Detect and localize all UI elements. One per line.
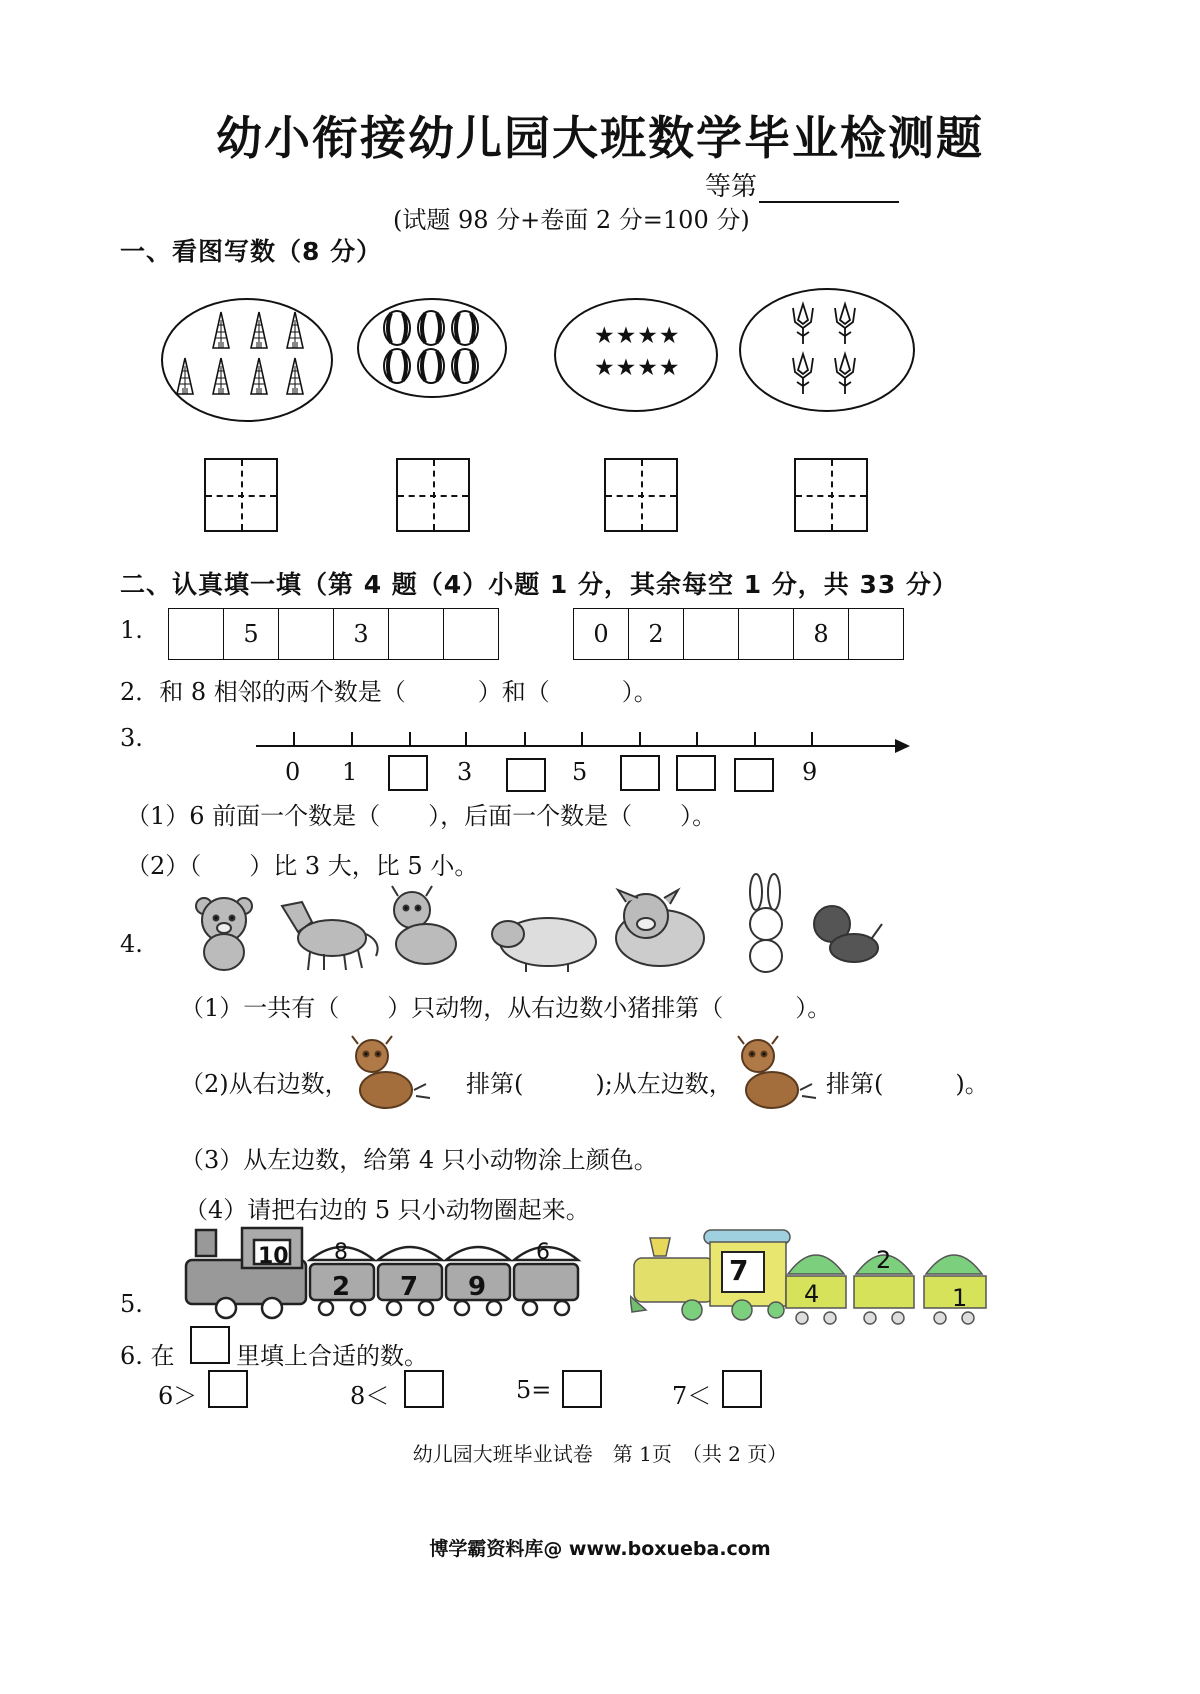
grade-field[interactable] (705, 166, 899, 203)
gray-car-bottom: 2 (332, 1272, 351, 1302)
watermark: 博学霸资料库@ www.boxueba.com (429, 1538, 771, 1560)
q4-sub4: （4）请把右边的 5 只小动物圈起来。 (184, 1196, 590, 1224)
color-car-number: 2 (876, 1246, 892, 1274)
q6-item-label: 7＜ (672, 1382, 712, 1410)
number-line-blank[interactable] (388, 755, 428, 791)
answer-box-3[interactable] (604, 458, 678, 532)
number-label: 1 (342, 758, 358, 786)
cow-icon (728, 1034, 822, 1116)
answer-box-4[interactable] (794, 458, 868, 532)
seq-cell: 8 (794, 609, 849, 660)
q4-sub2-c: 排第( )。 (826, 1070, 989, 1098)
picture-group-stars (554, 298, 718, 412)
q3-number: 3. (120, 724, 143, 752)
q6-answer-box[interactable] (562, 1370, 602, 1408)
q2-text: 2．和 8 相邻的两个数是（ ）和（ ）。 (120, 678, 658, 706)
q6-answer-box[interactable] (404, 1370, 444, 1408)
q1-left-sequence (168, 608, 499, 660)
q6-item-label: 8＜ (350, 1382, 390, 1410)
score-note: (试题 98 分+卷面 2 分=100 分) (393, 206, 750, 234)
q1-number: 1. (120, 616, 143, 644)
q6-answer-box[interactable] (722, 1370, 762, 1408)
number-label: 5 (572, 758, 588, 786)
gray-car-top: 8 (334, 1240, 348, 1265)
color-car-number: 4 (804, 1280, 820, 1308)
bear-icon (196, 898, 252, 970)
seq-cell: 2 (629, 609, 684, 660)
q1-right-sequence (573, 608, 904, 660)
example-box (190, 1326, 230, 1364)
q4-sub3: （3）从左边数，给第 4 只小动物涂上颜色。 (180, 1146, 658, 1174)
rabbit-icon (750, 874, 782, 972)
animal-row (186, 872, 886, 976)
picture-group-flowers (739, 288, 915, 412)
dog-icon (814, 906, 882, 962)
q3-sub2: （2）（ ）比 3 大，比 5 小。 (126, 852, 479, 880)
section1-heading: 一、看图写数（8 分） (120, 237, 383, 266)
bamboo-shoot-icon (163, 300, 331, 420)
gray-train (182, 1220, 582, 1320)
q4-sub2-b: 排第( );从左边数， (466, 1070, 733, 1098)
seq-cell[interactable] (849, 609, 904, 660)
page-footer: 幼儿园大班毕业试卷 第 1页 （共 2 页） (412, 1442, 788, 1466)
number-line-blank[interactable] (620, 755, 660, 791)
grade-blank[interactable] (759, 175, 899, 203)
number-label: 3 (457, 758, 473, 786)
color-car-number: 1 (952, 1284, 968, 1312)
q4-number: 4. (120, 930, 143, 958)
star-icon: ★★★★ ★★★★ (594, 323, 681, 381)
ball-icon (359, 300, 505, 396)
cow-icon (392, 886, 456, 964)
seq-cell: 3 (334, 609, 389, 660)
gray-car-bottom: 7 (400, 1272, 419, 1302)
gray-engine-number: 10 (258, 1244, 289, 1269)
color-train (630, 1226, 992, 1330)
q3-sub1: （1）6 前面一个数是（ ），后面一个数是（ ）。 (126, 802, 717, 830)
number-label: 9 (802, 758, 818, 786)
q6-suffix: 里填上合适的数。 (236, 1342, 428, 1370)
q4-sub2-a: （2)从右边数， (180, 1070, 349, 1098)
number-line-blank[interactable] (676, 755, 716, 791)
number-label: 0 (285, 758, 301, 786)
color-engine-number: 7 (729, 1254, 749, 1287)
number-line-blank[interactable] (734, 758, 774, 792)
answer-box-2[interactable] (396, 458, 470, 532)
seq-cell[interactable] (169, 609, 224, 660)
pig-icon (616, 890, 704, 966)
gray-car-bottom: 9 (468, 1272, 487, 1302)
picture-group-bamboo (161, 298, 333, 422)
answer-box-1[interactable] (204, 458, 278, 532)
grade-label: 等第 (705, 172, 758, 202)
seq-cell: 5 (224, 609, 279, 660)
page-title: 幼小衔接幼儿园大班数学毕业检测题 (216, 111, 984, 165)
q4-sub1: （1）一共有（ ）只动物，从右边数小猪排第（ ）。 (180, 994, 832, 1022)
q6-prefix: 6. 在 (120, 1342, 175, 1370)
picture-group-balls (357, 298, 507, 398)
gray-car-top: 6 (536, 1240, 550, 1265)
q5-number: 5. (120, 1290, 143, 1318)
seq-cell[interactable] (444, 609, 499, 660)
sheep-icon (492, 918, 596, 972)
number-line (250, 728, 912, 758)
q6-answer-box[interactable] (208, 1370, 248, 1408)
seq-cell[interactable] (389, 609, 444, 660)
horse-icon (282, 902, 378, 970)
flower-icon (741, 290, 913, 410)
section2-heading: 二、认真填一填（第 4 题（4）小题 1 分，其余每空 1 分，共 33 分） (120, 570, 959, 599)
seq-cell: 0 (574, 609, 629, 660)
seq-cell[interactable] (684, 609, 739, 660)
cow-icon (342, 1034, 436, 1116)
seq-cell[interactable] (739, 609, 794, 660)
q6-item-label: 6＞ (158, 1382, 198, 1410)
seq-cell[interactable] (279, 609, 334, 660)
q6-item-label: 5= (516, 1376, 552, 1404)
number-line-blank[interactable] (506, 758, 546, 792)
